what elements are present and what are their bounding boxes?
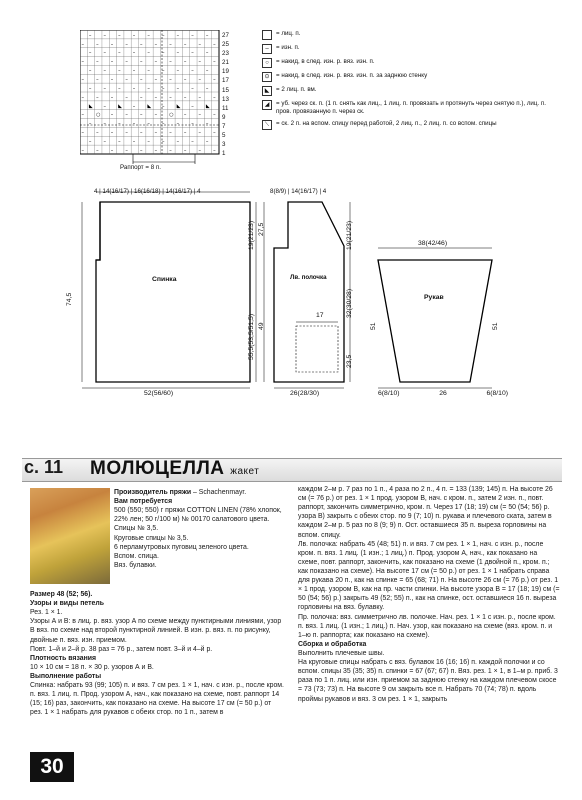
dim: 14(16/17) bbox=[165, 188, 193, 195]
chart-cell-mark: – bbox=[96, 59, 99, 66]
chart-cell-mark: – bbox=[110, 41, 114, 48]
front-outline bbox=[274, 202, 344, 382]
legend-item bbox=[262, 72, 562, 82]
chart-cell-mark: – bbox=[96, 94, 99, 101]
materials-line: 500 (550; 550) г пряжи COTTON LINEN (78% хлопок, 22% лен; 50 г/100 м) № 00170 салатового цвета. bbox=[114, 507, 282, 524]
legend-text: = изн. п. bbox=[276, 44, 300, 51]
dim: 6(8/10) bbox=[486, 390, 508, 397]
chart-cell-mark: ◣ bbox=[205, 103, 210, 110]
chart-cell-mark: – bbox=[176, 67, 180, 74]
front-left-dim-top: 27,5 bbox=[258, 222, 265, 236]
chart-cell-mark: – bbox=[183, 76, 187, 83]
chart-cell-mark: – bbox=[213, 112, 216, 119]
pocket-dim: 17 bbox=[316, 312, 324, 319]
dim: 26 bbox=[439, 390, 447, 397]
back-top-dims: 4 | 14(16/17) | 16(16/18) | 14(16/17) | 4 bbox=[94, 188, 201, 195]
chart-row-numbers bbox=[222, 31, 236, 158]
chart-cell-mark: – bbox=[103, 32, 106, 39]
chart-row-number: 7 bbox=[222, 122, 226, 130]
legend-symbol-icon: ⟍ bbox=[262, 120, 272, 130]
chart-cell-mark: – bbox=[161, 138, 165, 145]
chart-cell-mark: – bbox=[154, 94, 158, 101]
chart-cell-mark: – bbox=[140, 94, 143, 101]
chart-cell-mark: – bbox=[103, 103, 106, 110]
title-sub: жакет bbox=[230, 466, 260, 477]
dim: 4 bbox=[94, 188, 98, 195]
assembly-line: Выполнить плечевые швы. bbox=[298, 649, 385, 657]
chart-cell-mark: – bbox=[81, 112, 84, 119]
chart-cell-mark: – bbox=[213, 129, 216, 136]
chart-cell-mark: – bbox=[103, 85, 106, 92]
chart-cell-mark: – bbox=[110, 59, 114, 66]
chart-row-number: 15 bbox=[222, 86, 229, 94]
chart-row-number: 3 bbox=[222, 141, 226, 149]
chart-cell-mark: – bbox=[205, 138, 209, 145]
legend-item bbox=[262, 44, 562, 54]
chart-row-number: 25 bbox=[222, 41, 229, 49]
legend-symbol-icon: – bbox=[262, 44, 272, 54]
chart-cell-mark: – bbox=[191, 32, 194, 39]
dim: 4 bbox=[322, 188, 327, 195]
legend-text: = уб. через ск. п. (1 п. снять как лиц., 1 лиц. п. провязать и протянуть через снятую п.), лиц. п. пров. провязанную п. через ск. bbox=[276, 100, 546, 115]
front-right-dim-top: 19(21/23) bbox=[346, 220, 353, 250]
chart-cell-mark: – bbox=[140, 147, 143, 154]
materials-line: Круговые спицы № 3,5. bbox=[114, 534, 189, 542]
chart-cell-mark: ◣ bbox=[118, 103, 122, 110]
size-line: Размер 48 (52; 56). bbox=[30, 591, 93, 598]
chart-row-number: 19 bbox=[222, 68, 229, 76]
chart-cell-mark: – bbox=[183, 41, 187, 48]
patterns-title: Узоры и виды петель bbox=[30, 600, 104, 608]
left-front-text: Лв. полочка: набрать 45 (48; 51) п. и вяз. 7 см рез. 1 × 1, нач. с изн. р., после кром. п. вяз. 1 лиц. (1 изн.; 1 лиц.) п. Прод. узором А, нач., как показано на схеме, повт. раппорт, закончить, как показано на схеме (1 двойной п., кром. п.; как показано на схеме). На высоте 17 см (= 50 р.) от рез. 1 × 1 набрать справа для рукава 20 п., как на спинке = 65 (68; 71) п. На высоте 26 см (= 76 р.) от рез. 1 × 1 прод. узором В, как на пр. части спинки. На высоте узора В = 17 (18; 19) см (= 50 (54; 56) р.) закрыть 49 (52; 55) п., как на спинке, ост. оставшиеся 16 п. выреза горловины на вяз. булавку. bbox=[298, 540, 560, 612]
chart-row-number: 27 bbox=[222, 32, 229, 39]
back-bottom-dim: 52(56/60) bbox=[144, 390, 174, 397]
chart-row-number: 1 bbox=[222, 150, 226, 158]
chart-cell-mark: – bbox=[88, 121, 92, 128]
front-left-dim-bottom: 49 bbox=[258, 322, 265, 330]
chart-cell-mark: – bbox=[132, 103, 136, 110]
chart-cell-mark: – bbox=[140, 129, 143, 136]
chart-cell-mark: – bbox=[81, 94, 84, 101]
chart-cell-mark: – bbox=[191, 121, 194, 128]
chart-cell-mark: – bbox=[140, 112, 143, 119]
sleeve-label: Рукав bbox=[424, 294, 444, 301]
chart-cell-mark: – bbox=[81, 147, 84, 154]
chart-cell-mark: – bbox=[147, 138, 150, 145]
chart-cell-mark: – bbox=[154, 59, 158, 66]
chart-row-number: 13 bbox=[222, 95, 229, 103]
chart-cell-mark: – bbox=[154, 129, 158, 136]
chart-cell-mark: – bbox=[183, 112, 187, 119]
chart-cell-mark: – bbox=[81, 129, 84, 136]
chart-cell-mark: – bbox=[147, 85, 150, 92]
chart-cell-mark: – bbox=[213, 76, 216, 83]
chart-cell-mark: – bbox=[198, 94, 202, 101]
materials-line: 6 перламутровых пуговиц зеленого цвета. bbox=[114, 543, 249, 551]
chart-cell-mark: – bbox=[198, 147, 202, 154]
dim: 4 bbox=[197, 188, 201, 195]
chart-cell-mark: – bbox=[213, 94, 216, 101]
materials-line: Спицы № 3,5. bbox=[114, 525, 159, 533]
chart-cell-mark: ○ bbox=[96, 112, 101, 119]
chart-cell-mark: – bbox=[147, 32, 150, 39]
chart-cell-mark: – bbox=[198, 59, 202, 66]
chart-cell-mark: – bbox=[110, 76, 114, 83]
legend-text: = накид, в след. изн. р. вяз. изн. п. bbox=[276, 58, 375, 65]
pattern-schematics bbox=[60, 182, 560, 404]
chart-cell-mark: – bbox=[118, 138, 121, 145]
chart-cell-mark: – bbox=[154, 147, 158, 154]
front-top-dims: 8(8/9) | 14(16/17) | 4 bbox=[270, 188, 327, 195]
dim: 14(16/17) bbox=[102, 188, 129, 195]
chart-cell-mark: – bbox=[118, 121, 121, 128]
chart-cell-mark: – bbox=[125, 59, 128, 66]
chart-cell-mark: – bbox=[205, 32, 209, 39]
chart-cell-mark: ◣ bbox=[176, 103, 181, 110]
chart-cell-mark: – bbox=[213, 147, 216, 154]
chart-cell-mark: – bbox=[81, 41, 84, 48]
chart-cell-mark: – bbox=[110, 112, 114, 119]
chart-cell-mark: – bbox=[88, 85, 92, 92]
assembly-title: Сборка и обработка bbox=[298, 640, 367, 648]
chart-cell-mark: – bbox=[147, 121, 150, 128]
chart-cell-mark: – bbox=[147, 50, 150, 57]
chart-cell-mark: – bbox=[191, 103, 194, 110]
chart-cell-mark: – bbox=[88, 32, 92, 39]
chart-cell-mark: – bbox=[125, 41, 128, 48]
chart-cell-mark: – bbox=[125, 94, 128, 101]
chart-rapport-label: Раппорт = 8 п. bbox=[120, 164, 161, 171]
symbol-legend bbox=[262, 30, 562, 130]
chart-cell-mark: – bbox=[132, 85, 136, 92]
model-photo bbox=[30, 488, 110, 584]
chart-cell-mark: – bbox=[81, 59, 84, 66]
chart-cell-mark: – bbox=[154, 41, 158, 48]
left-text-column bbox=[30, 590, 284, 718]
chart-cell-mark: – bbox=[88, 138, 92, 145]
legend-item bbox=[262, 58, 562, 68]
density-line: 10 × 10 см = 18 п. × 30 р. узоров А и В. bbox=[30, 663, 154, 671]
legend-symbol-icon: ○ bbox=[262, 58, 272, 68]
legend-symbol-icon bbox=[262, 30, 272, 40]
chart-cell-mark: – bbox=[161, 103, 165, 110]
chart-cell-mark: – bbox=[96, 41, 99, 48]
legend-item bbox=[262, 100, 562, 116]
chart-cell-mark: – bbox=[154, 112, 158, 119]
chart-cell-mark: – bbox=[96, 76, 99, 83]
chart-cell-mark: – bbox=[125, 112, 128, 119]
chart-row-number: 9 bbox=[222, 113, 226, 121]
assembly-line: На круговые спицы набрать с вяз. булавок 16 (16; 16) п. каждой полочки и со вспом. спицы 35 (35; 35) п. спинки = 67 (67; 67) п. Вяз. рез. 1 × 1, в 1–м р. приб. 3 раза по 1 п. лиц. или изн. приемом за заднюю стенку на каждом плечевом скосе = 73 (73; 73) п. На высоте 9 см закрыть все п. Набрать 70 (74; 78) п. вдоль проймы рукавов и вяз. 3 см рез. 1 × 1, закрыть bbox=[298, 659, 558, 703]
chart-cell-mark: – bbox=[161, 85, 165, 92]
manufacturer-label: Производитель пряжи bbox=[114, 489, 192, 496]
chart-cell-mark: ◣ bbox=[147, 103, 152, 110]
legend-symbol-icon: ◢ bbox=[262, 100, 272, 110]
chart-cell-mark: – bbox=[205, 121, 209, 128]
chart-cell-mark: – bbox=[132, 67, 136, 74]
back-left-dim: 74,5 bbox=[66, 292, 73, 306]
back-right-dim-bottom: 55,5(53,5/51,5) bbox=[248, 313, 255, 360]
chart-row-number: 21 bbox=[222, 59, 229, 67]
chart-cell-mark: ○ bbox=[169, 112, 174, 119]
chart-cell-mark: – bbox=[118, 67, 121, 74]
legend-item bbox=[262, 120, 562, 130]
chart-cell-mark: – bbox=[118, 85, 121, 92]
chart-cell-mark: – bbox=[191, 50, 194, 57]
chart-cell-mark: – bbox=[118, 32, 121, 39]
back-right-dim-top: 19(21/23) bbox=[248, 220, 255, 250]
chart-cell-mark: – bbox=[110, 129, 114, 136]
chart-cell-mark: – bbox=[198, 41, 202, 48]
sleeve-left-dim: 51 bbox=[370, 322, 377, 330]
back-outline bbox=[96, 202, 250, 382]
chart-cell-mark: – bbox=[96, 147, 99, 154]
chart-cell-mark: – bbox=[110, 94, 114, 101]
chart-cell-mark: – bbox=[198, 76, 202, 83]
front-right-dim-bottom: 23,5 bbox=[346, 354, 353, 368]
chart-cell-mark: – bbox=[147, 67, 150, 74]
chart-cell-mark: – bbox=[169, 41, 172, 48]
chart-cell-mark: – bbox=[125, 147, 128, 154]
legend-text: = 2 лиц. п. вм. bbox=[276, 86, 317, 93]
chart-cell-mark: – bbox=[183, 129, 187, 136]
chart-cell-mark: – bbox=[169, 147, 172, 154]
legend-item bbox=[262, 30, 562, 40]
materials-block bbox=[114, 488, 284, 570]
right-front-text: Пр. полочка: вяз. симметрично лв. полочке. Нач. рез. 1 × 1 с изн. р., после кром. п. вяз. 1 лиц. (1 изн.; 1 лиц.) п. Нач. узор, как показано на схеме (вяз. кром. п. и 1–ю п. раппорта; как показано на схеме). bbox=[298, 613, 556, 639]
materials-line: Вяз. булавки. bbox=[114, 561, 157, 569]
work-title: Выполнение работы bbox=[30, 672, 102, 680]
chart-row-number: 17 bbox=[222, 77, 229, 85]
chart-cell-mark: – bbox=[198, 129, 202, 136]
chart-cell-mark: – bbox=[132, 121, 136, 128]
chart-cell-mark: – bbox=[169, 76, 172, 83]
chart-cell-mark: – bbox=[176, 85, 180, 92]
chart-cell-mark: ◣ bbox=[88, 103, 93, 110]
chart-cell-mark: – bbox=[154, 76, 158, 83]
chart-cell-mark: – bbox=[140, 41, 143, 48]
chart-cell-mark: – bbox=[103, 67, 106, 74]
chart-cell-mark: – bbox=[118, 50, 121, 57]
chart-cell-mark: – bbox=[213, 41, 216, 48]
sleeve-outline bbox=[378, 260, 492, 382]
chart-cell-mark: – bbox=[176, 121, 180, 128]
sleeve-right-dim: 51 bbox=[492, 322, 499, 330]
legend-symbol-icon: ⊙ bbox=[262, 72, 272, 82]
chart-cell-mark: – bbox=[103, 138, 106, 145]
chart-cell-mark: – bbox=[140, 76, 143, 83]
work-text: Спинка: набрать 93 (99; 105) п. и вяз. 7 см рез. 1 × 1, нач. с изн. р., после кром. п. вяз. 1 лиц. п. Прод. узором А, нач., как показано на схеме, повт. раппорт 14 (15; 16) раз, закончить, как показано на схеме. На высоте 17 см (= 50 р.) от рез. 1 × 1 набрать для рукавов с обеих стор. по 1 п., затем в bbox=[30, 682, 284, 717]
front-bottom-dim: 26(28/30) bbox=[290, 390, 320, 397]
chart-cell-mark: – bbox=[88, 67, 92, 74]
materials-line: Вспом. спица. bbox=[114, 552, 159, 560]
right-text-column bbox=[298, 485, 560, 704]
chart-cell-mark: – bbox=[198, 112, 202, 119]
chart-cell-mark: – bbox=[161, 121, 165, 128]
dim: 14(16/17) bbox=[291, 188, 318, 195]
chart-cell-mark: – bbox=[161, 50, 165, 57]
chart-cell-mark: – bbox=[176, 138, 180, 145]
chart-cell-mark: – bbox=[125, 129, 128, 136]
chart-cell-mark: – bbox=[169, 59, 172, 66]
chart-cell-mark: – bbox=[81, 76, 84, 83]
sleeve-bottom-dims bbox=[378, 390, 508, 399]
chart-cell-mark: – bbox=[183, 147, 187, 154]
legend-symbol-icon: ◣ bbox=[262, 86, 272, 96]
page-number: 30 bbox=[30, 752, 74, 782]
chart-cell-mark: – bbox=[205, 67, 209, 74]
chart-cell-mark: – bbox=[176, 50, 180, 57]
chart-cell-mark: – bbox=[88, 50, 92, 57]
legend-text: = ск. 2 п. на вспом. спицу перед работой, 2 лиц. п., 2 лиц. п. со вспом. спицы bbox=[276, 119, 497, 127]
front-right-dim-mid: 32(30/28) bbox=[346, 288, 353, 318]
continued-text: каждом 2–м р. 7 раз по 1 п., 4 раза по 2 п., 4 п. = 133 (139; 145) п. На высоте 26 см (= 76 р.) от рез. 1 × 1 прод. узором В, нач. с кром. п., затем 2 изн. п., повт. раппорт, закончить симметрично, кром. п. Через 17 (18; 19) см (= 50 (54; 56) р. узора В) закрыть с обеих стор. по 9 (7; 10) п. рукава и плечевого ската, затем в каждом 2–м р. 5 раз по 8 (9; 9) п. Ост. оставшиеся 35 п. выреза горловины на вспом. спицу. bbox=[298, 486, 553, 539]
chart-cell-mark: – bbox=[140, 59, 143, 66]
dim: 16(16/18) bbox=[134, 188, 161, 195]
chart-cell-mark: – bbox=[169, 129, 172, 136]
chart-cell-mark: – bbox=[110, 147, 114, 154]
chart-cell-mark: – bbox=[183, 94, 187, 101]
chart-row-number: 23 bbox=[222, 50, 229, 58]
chart-cell-mark: – bbox=[132, 32, 136, 39]
section-title bbox=[90, 458, 259, 480]
chart-row-number: 5 bbox=[222, 132, 226, 140]
chart-cell-mark: – bbox=[205, 50, 209, 57]
patterns-line: Повт. 1–й и 2–й р. 38 раз = 76 р., затем повт. 3–й и 4–й р. bbox=[30, 645, 213, 653]
dim: 6(8/10) bbox=[378, 390, 400, 397]
chart-cell-mark: – bbox=[191, 138, 194, 145]
chart-cell-mark: – bbox=[169, 94, 172, 101]
section-number: с. 11 bbox=[24, 457, 64, 477]
chart-cell-mark: – bbox=[191, 67, 194, 74]
front-label: Лв. полочка bbox=[290, 274, 327, 281]
chart-cell-mark: – bbox=[96, 129, 99, 136]
need-label: Вам потребуется bbox=[114, 498, 173, 506]
chart-cell-mark: – bbox=[213, 59, 216, 66]
chart-cell-mark: – bbox=[161, 67, 165, 74]
chart-cell-mark: – bbox=[132, 138, 136, 145]
density-title: Плотность вязания bbox=[30, 654, 97, 662]
manufacturer-value: – Schachenmayr. bbox=[191, 489, 247, 496]
chart-cell-mark: – bbox=[103, 50, 106, 57]
patterns-line: Узоры А и В: в лиц. р. вяз. узор А по схеме между пунктирными линиями, узор В вяз. по схеме над второй пунктирной линией. В изн. р. вяз. п. по рисунку, двойные п. вяз. изн. приемом. bbox=[30, 618, 282, 644]
title-main: МОЛЮЦЕЛЛА bbox=[90, 458, 225, 479]
chart-cell-mark: – bbox=[191, 85, 194, 92]
patterns-line: Рез. 1 × 1. bbox=[30, 609, 63, 617]
legend-text: = лиц. п. bbox=[276, 30, 301, 37]
chart-cell-mark: – bbox=[125, 76, 128, 83]
manufacturer-line bbox=[114, 488, 284, 497]
chart-cell-mark: – bbox=[103, 121, 106, 128]
sleeve-top-dim: 38(42/46) bbox=[418, 240, 448, 247]
chart-row-number: 11 bbox=[222, 104, 229, 112]
chart-cell-mark: – bbox=[132, 50, 136, 57]
legend-item bbox=[262, 86, 562, 96]
chart-cell-mark: – bbox=[183, 59, 187, 66]
dim: 8(8/9) bbox=[270, 188, 287, 195]
chart-cell-mark: – bbox=[176, 32, 180, 39]
legend-text: = накид, в след. изн. р. вяз. изн. п. за заднюю стенку bbox=[276, 72, 428, 79]
chart-cell-mark: – bbox=[161, 32, 165, 39]
chart-cell-mark: – bbox=[205, 85, 209, 92]
back-label: Спинка bbox=[152, 276, 177, 283]
